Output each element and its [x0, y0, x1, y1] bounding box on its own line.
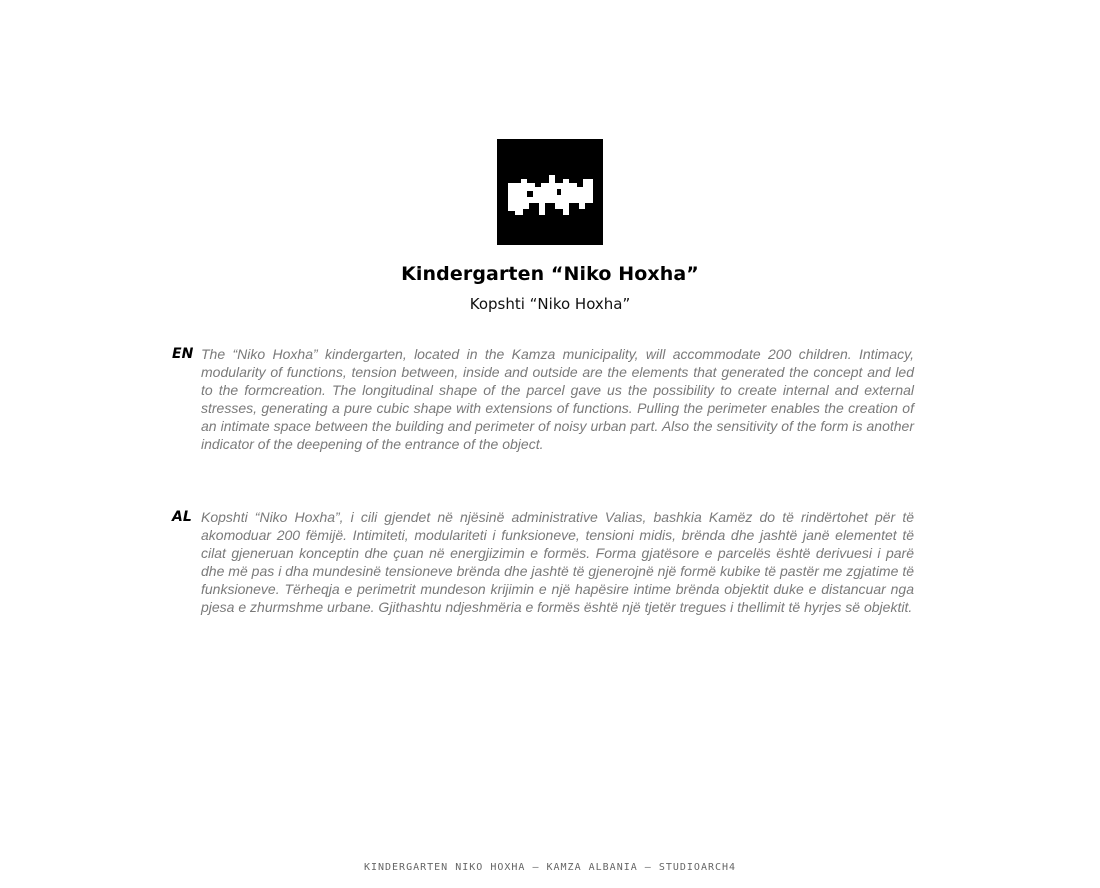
description-text-al: Kopshti “Niko Hoxha”, i cili gjendet në njësinë administrative Valias, bashkia Kamëz do të rindërtohet për të akomoduar 200 fëmijë. Intimiteti, modulariteti i funksioneve, tensioni midis, brënda dhe jashtë janë elementet të cilat gjeneruan konceptin dhe çuan në energjizimin e formës. Forma gjatësore e parcelës është derivuesi i parë dhe më pas i dha mundesinë tensioneve brënda dhe jashtë të gjenerojnë një formë kubike të pastër me zgjatime të funksioneve. Tërheqja e perimetrit mundeson krijimin e një hapësire intime brënda objektit duke e distancuar nga pjesa e zhurmshme urbane. Gjithashtu ndjeshmëria e formës është një tjetër tregues i thellimit të hyrjes së objektit. [201, 509, 914, 615]
studio-logo [497, 139, 603, 245]
page-subtitle: Kopshti “Niko Hoxha” [469, 295, 631, 313]
studio-logo-icon [497, 139, 603, 245]
page-title: Kindergarten “Niko Hoxha” [401, 263, 699, 285]
language-code-en: EN [172, 346, 194, 362]
page-footer: KINDERGARTEN NIKO HOXHA – KAMZA ALBANIA – STUDIOARCH4 [363, 862, 737, 873]
description-text-en: The “Niko Hoxha” kindergarten, located in the Kamza municipality, will accommodate 200 children. Intimacy, modularity of functions, tension between, inside and outside are the elements that generated the concept and led to the formcreation. The longitudinal shape of the parcel gave us the possibility to create internal and external stresses, generating a pure cubic shape with extensions of functions. Pulling the perimeter enables the creation of an intimate space between the building and perimeter of noisy urban part. Also the sensitivity of the form is another indicator of the deepening of the entrance of the object. [201, 346, 914, 452]
language-code-al: AL [172, 509, 192, 525]
